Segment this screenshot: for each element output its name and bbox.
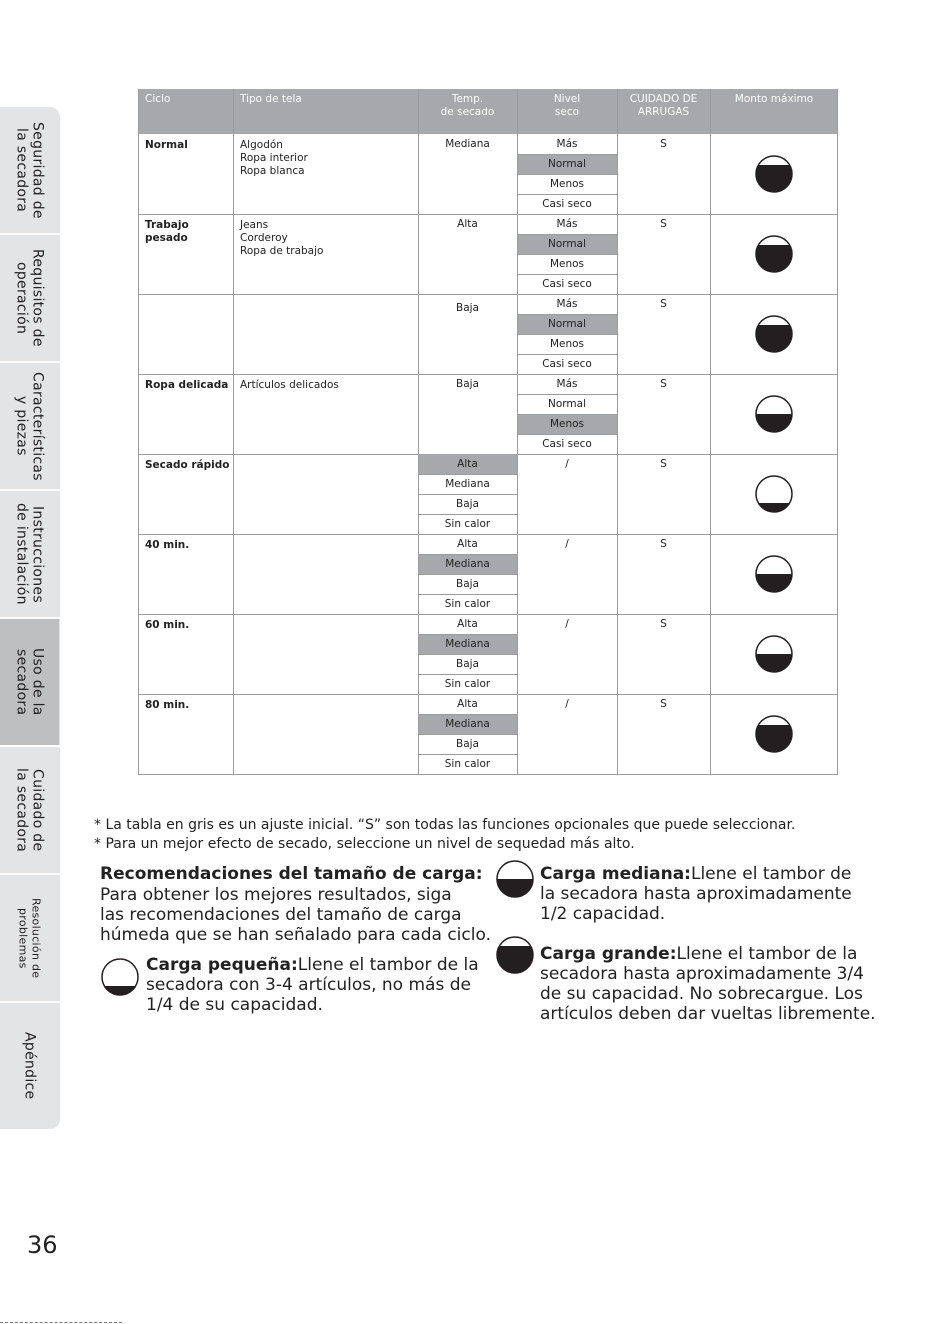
- table-rule: [233, 89, 234, 775]
- small-load-line-1: Carga pequeña:Llene el tambor de la: [146, 955, 479, 975]
- dry-level-option: Normal: [517, 314, 617, 334]
- small-load-title: Carga pequeña:: [146, 955, 298, 975]
- dry-level-option: /: [565, 538, 569, 550]
- cycle-table: [138, 89, 838, 783]
- dry-level-option: Menos: [517, 414, 617, 434]
- temp-option: Sin calor: [444, 678, 491, 690]
- table-rule: [138, 374, 838, 375]
- header-cell: Ciclo: [145, 93, 171, 105]
- temp-option: Sin calor: [444, 518, 491, 530]
- table-header: [138, 89, 838, 134]
- temp-option: Alta: [418, 454, 517, 474]
- load-fill: [756, 245, 792, 272]
- table-rule: [418, 654, 517, 655]
- load-fill: [756, 165, 792, 192]
- table-rule: [138, 294, 838, 295]
- temp-option: Mediana: [418, 634, 517, 654]
- table-rule: [517, 234, 617, 235]
- table-rule: [418, 89, 419, 775]
- table-rule: [138, 89, 139, 775]
- table-rule: [418, 714, 517, 715]
- temp-option: Sin calor: [444, 758, 491, 770]
- medium-load-icon: [495, 859, 535, 899]
- dry-level-option: Menos: [549, 178, 585, 190]
- table-rule: [837, 89, 838, 775]
- cycle-name: 40 min.: [145, 539, 190, 551]
- dry-level-option: Menos: [549, 338, 585, 350]
- small-load-line-3: 1/4 de su capacidad.: [146, 995, 323, 1015]
- tab-label: Resolución de problemas: [16, 897, 43, 979]
- large-load-line-4: artículos deben dar vueltas libremente.: [540, 1004, 876, 1024]
- load-fill: [756, 414, 792, 432]
- medium-load-line-2: la secadora hasta aproximadamente: [540, 884, 852, 904]
- wrinkle-care: S: [660, 218, 667, 230]
- tab-label: Requisitos de operación: [13, 249, 46, 347]
- dry-level-option: Más: [556, 218, 578, 230]
- max-load-icon: [754, 714, 794, 754]
- cycle-name: Trabajo pesado: [145, 219, 189, 244]
- table-rule: [517, 414, 617, 415]
- table-rule: [418, 674, 517, 675]
- fabric-type: Artículos delicados: [240, 379, 339, 391]
- max-load-icon: [754, 554, 794, 594]
- recommendations-intro-1: Para obtener los mejores resultados, siga: [100, 885, 452, 905]
- max-load-icon: [754, 154, 794, 194]
- dry-level-option: /: [565, 458, 569, 470]
- max-load-icon: [754, 234, 794, 274]
- load-fill: [756, 654, 792, 672]
- temp-option: Mediana: [445, 138, 490, 150]
- dry-level-option: Más: [556, 298, 578, 310]
- dry-level-option: Más: [556, 378, 578, 390]
- dry-level-option: Menos: [549, 258, 585, 270]
- large-load-line-1: Carga grande:Llene el tambor de la: [540, 944, 858, 964]
- temp-option: Baja: [456, 738, 479, 750]
- large-load-icon: [495, 935, 535, 975]
- note-1: * La tabla en gris es un ajuste inicial. “S” son todas las funciones opcionales que puede seleccionar.: [94, 817, 796, 833]
- table-rule: [138, 214, 838, 215]
- table-rule: [617, 89, 618, 775]
- small-load-icon: [100, 957, 140, 997]
- temp-option: Baja: [456, 302, 479, 314]
- table-rule: [517, 334, 617, 335]
- large-load-line-2: secadora hasta aproximadamente 3/4: [540, 964, 864, 984]
- fabric-type: Algodón Ropa interior Ropa blanca: [240, 139, 308, 177]
- wrinkle-care: S: [660, 378, 667, 390]
- dry-level-option: Casi seco: [542, 438, 592, 450]
- large-load-line-3: de su capacidad. No sobrecargue. Los: [540, 984, 863, 1004]
- dry-level-option: Normal: [548, 398, 586, 410]
- table-rule: [418, 554, 517, 555]
- dry-level-option: /: [565, 618, 569, 630]
- header-cell: Nivel seco: [553, 93, 581, 118]
- table-rule: [517, 174, 617, 175]
- table-rule: [517, 274, 617, 275]
- wrinkle-care: S: [660, 618, 667, 630]
- wrinkle-care: S: [660, 698, 667, 710]
- header-cell: Monto máximo: [734, 93, 814, 105]
- tab-label: Apéndice: [21, 1032, 38, 1100]
- cycle-name: 60 min.: [145, 619, 190, 631]
- temp-option: Sin calor: [444, 598, 491, 610]
- dry-level-option: Más: [556, 138, 578, 150]
- table-rule: [138, 774, 838, 775]
- table-rule: [418, 574, 517, 575]
- header-cell: Temp. de secado: [440, 93, 495, 118]
- temp-option: Baja: [456, 498, 479, 510]
- max-load-icon: [754, 634, 794, 674]
- cycle-name: Secado rápido: [145, 459, 230, 471]
- cycle-name: Normal: [145, 139, 188, 151]
- tab-label: Uso de la secadora: [13, 648, 46, 716]
- wrinkle-care: S: [660, 538, 667, 550]
- table-rule: [517, 154, 617, 155]
- tab-2[interactable]: [0, 235, 60, 361]
- table-rule: [517, 314, 617, 315]
- temp-option: Baja: [456, 378, 479, 390]
- temp-option: Alta: [457, 538, 478, 550]
- tab-6[interactable]: [0, 747, 60, 873]
- wrinkle-care: S: [660, 298, 667, 310]
- max-load-icon: [754, 394, 794, 434]
- header-cell: CUIDADO DE ARRUGAS: [629, 93, 698, 118]
- dry-level-option: Normal: [517, 234, 617, 254]
- table-rule: [517, 394, 617, 395]
- table-rule: [517, 254, 617, 255]
- temp-option: Alta: [457, 618, 478, 630]
- recommendations-intro-3: húmeda que se han señalado para cada ciclo.: [100, 925, 491, 945]
- tab-label: Instrucciones de instalación: [13, 503, 46, 605]
- table-rule: [418, 734, 517, 735]
- cycle-name: 80 min.: [145, 699, 190, 711]
- tab-8[interactable]: [0, 1003, 60, 1129]
- bottom-rule: [0, 1322, 122, 1323]
- load-fill: [756, 725, 792, 752]
- fabric-type: Jeans Corderoy Ropa de trabajo: [240, 219, 324, 257]
- table-rule: [418, 494, 517, 495]
- temp-option: Mediana: [418, 554, 517, 574]
- temp-option: Baja: [456, 578, 479, 590]
- wrinkle-care: S: [660, 458, 667, 470]
- wrinkle-care: S: [660, 138, 667, 150]
- load-fill: [497, 946, 533, 973]
- max-load-icon: [754, 314, 794, 354]
- temp-option: Mediana: [445, 478, 490, 490]
- medium-load-line-1: Carga mediana:Llene el tambor de: [540, 864, 852, 884]
- tab-label: Características y piezas: [13, 371, 46, 481]
- table-rule: [517, 354, 617, 355]
- tab-7[interactable]: [0, 875, 60, 1001]
- large-load-title: Carga grande:: [540, 944, 677, 964]
- recommendations-title: Recomendaciones del tamaño de carga:: [100, 864, 483, 884]
- temp-option: Baja: [456, 658, 479, 670]
- load-fill: [497, 879, 533, 897]
- table-rule: [517, 194, 617, 195]
- table-rule: [517, 434, 617, 435]
- tab-label: Cuidado de la secadora: [13, 767, 46, 853]
- table-rule: [517, 89, 518, 775]
- load-fill: [756, 574, 792, 592]
- cycle-name: Ropa delicada: [145, 379, 229, 391]
- medium-load-title: Carga mediana:: [540, 864, 691, 884]
- dry-level-option: Casi seco: [542, 198, 592, 210]
- max-load-icon: [754, 474, 794, 514]
- dry-level-option: Casi seco: [542, 278, 592, 290]
- medium-load-line-3: 1/2 capacidad.: [540, 904, 666, 924]
- table-rule: [418, 514, 517, 515]
- tab-5[interactable]: [0, 619, 60, 745]
- note-2: * Para un mejor efecto de secado, seleccione un nivel de sequedad más alto.: [94, 836, 635, 852]
- temp-option: Mediana: [418, 714, 517, 734]
- load-fill: [756, 325, 792, 352]
- dry-level-option: Normal: [517, 154, 617, 174]
- tab-3[interactable]: [0, 363, 60, 489]
- header-cell: Tipo de tela: [240, 93, 302, 105]
- tab-4[interactable]: [0, 491, 60, 617]
- table-rule: [418, 754, 517, 755]
- table-rule: [710, 89, 711, 775]
- temp-option: Alta: [457, 218, 478, 230]
- dry-level-option: /: [565, 698, 569, 710]
- dry-level-option: Casi seco: [542, 358, 592, 370]
- page-number: 36: [27, 1231, 58, 1259]
- table-rule: [418, 634, 517, 635]
- small-load-line-2: secadora con 3-4 artículos, no más de: [146, 975, 471, 995]
- table-rule: [418, 594, 517, 595]
- tab-1[interactable]: [0, 107, 60, 233]
- table-rule: [418, 474, 517, 475]
- tab-label: Seguridad de la secadora: [13, 121, 46, 219]
- recommendations-intro-2: las recomendaciones del tamaño de carga: [100, 905, 462, 925]
- temp-option: Alta: [457, 698, 478, 710]
